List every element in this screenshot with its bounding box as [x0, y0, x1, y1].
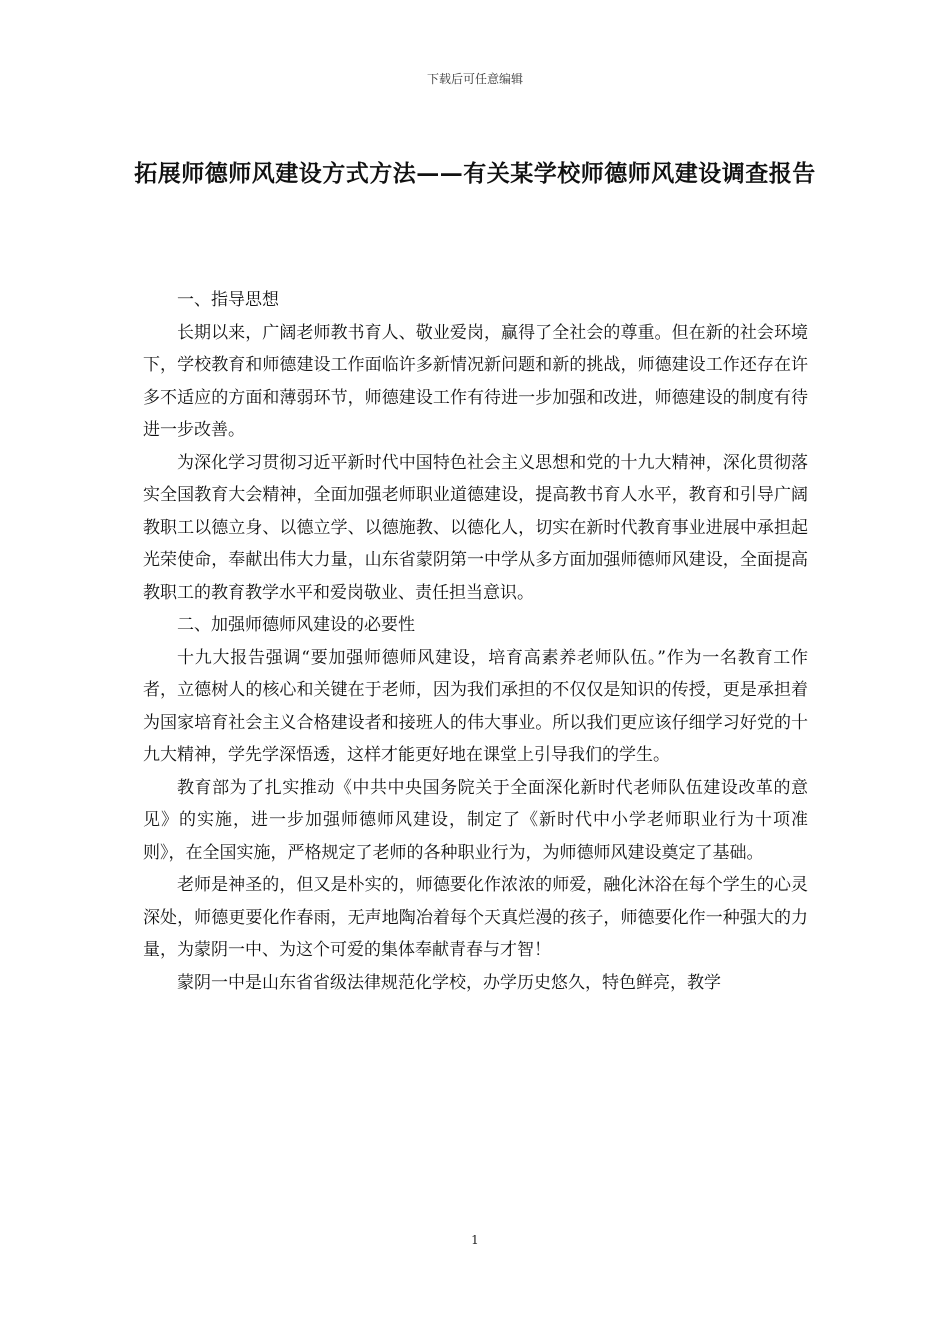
- body-paragraph: 教育部为了扎实推动《中共中央国务院关于全面深化新时代老师队伍建设改革的意见》的实施，进一步加强师德师风建设，制定了《新时代中小学老师职业行为十项准则》，在全国实施，严格规定了老师的各种职业行为，为师德师风建设奠定了基础。: [143, 777, 808, 863]
- section-heading-necessity: 二、加强师德师风建设的必要性: [177, 615, 415, 635]
- header-note: 下载后可任意编辑: [426, 72, 523, 86]
- document-title: 拓展师德师风建设方式方法——有关某学校师德师风建设调查报告: [134, 160, 816, 187]
- body-paragraph: 为深化学习贯彻习近平新时代中国特色社会主义思想和党的十九大精神，深化贯彻落实全国教育大会精神，全面加强老师职业道德建设，提高教书育人水平，教育和引导广阔教职工以德立身、以德立学、以德施教、以德化人，切实在新时代教育事业进展中承担起光荣使命，奉献出伟大力量，山东省蒙阴第一中学从多方面加强师德师风建设，全面提高教职工的教育教学水平和爱岗敬业、责任担当意识。: [143, 452, 808, 603]
- document-body: [143, 284, 808, 999]
- body-paragraph: 十九大报告强调“要加强师德师风建设，培育高素养老师队伍。”作为一名教育工作者，立德树人的核心和关键在于老师，因为我们承担的不仅仅是知识的传授，更是承担着为国家培育社会主义合格建设者和接班人的伟大事业。所以我们更应该仔细学习好党的十九大精神，学先学深悟透，这样才能更好地在课堂上引导我们的学生。: [143, 647, 808, 765]
- page-number: 1: [471, 1233, 479, 1247]
- body-paragraph: 老师是神圣的，但又是朴实的，师德要化作浓浓的师爱，融化沐浴在每个学生的心灵深处，师德更要化作春雨，无声地陶冶着每个天真烂漫的孩子，师德要化作一种强大的力量，为蒙阴一中、为这个可爱的集体奉献青春与才智！: [143, 875, 808, 960]
- body-paragraph: 长期以来，广阔老师教书育人、敬业爱岗，赢得了全社会的尊重。但在新的社会环境下，学校教育和师德建设工作面临许多新情况新问题和新的挑战，师德建设工作还存在许多不适应的方面和薄弱环节，师德建设工作有待进一步加强和改进，师德建设的制度有待进一步改善。: [143, 322, 808, 440]
- section-heading-guiding-ideology: 一、指导思想: [177, 290, 279, 310]
- body-paragraph: 蒙阴一中是山东省省级法律规范化学校，办学历史悠久，特色鲜亮，教学: [177, 972, 721, 993]
